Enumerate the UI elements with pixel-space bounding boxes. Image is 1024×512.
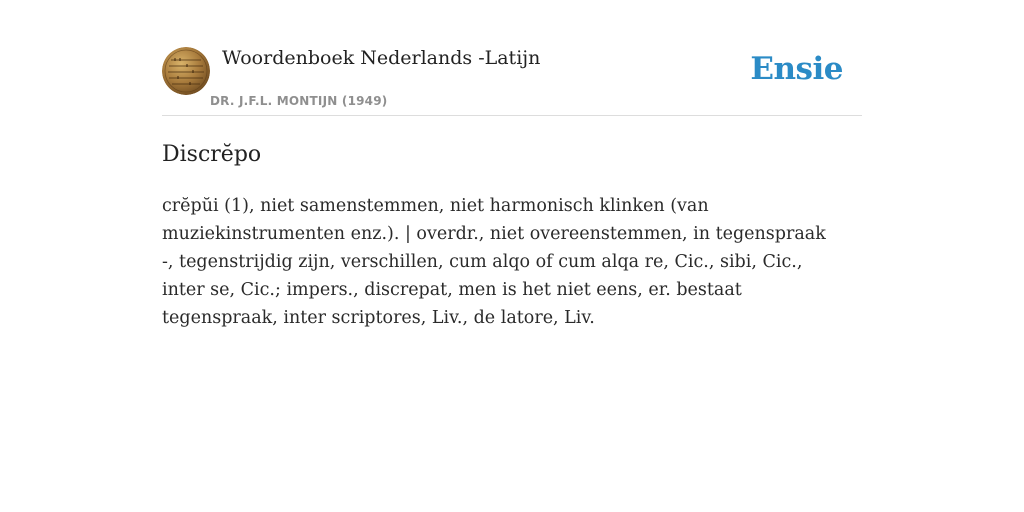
ensie-logo-link[interactable]: Ensie <box>750 51 843 87</box>
page-container <box>162 0 862 512</box>
coin-inscription-icon[interactable] <box>162 47 210 95</box>
book-title[interactable]: Woordenboek Nederlands -Latijn <box>222 47 541 69</box>
entry-definition: crĕpŭi (1), niet samenstemmen, niet harmonisch klinken (van muziekinstrumenten enz.). | overdr., niet overeenstemmen, in tegenspraak -, tegenstrijdig zijn, verschillen, cum alqo of cum alqa re, Cic., sibi, Cic., inter se, Cic.; impers., discrepat, men is het niet eens, er. bestaat tegenspraak, inter scriptores, Liv., de latore, Liv. <box>162 196 826 328</box>
book-author: DR. J.F.L. MONTIJN (1949) <box>210 94 388 108</box>
book-header <box>162 0 862 116</box>
entry-headword: Discrĕpo <box>162 142 262 167</box>
